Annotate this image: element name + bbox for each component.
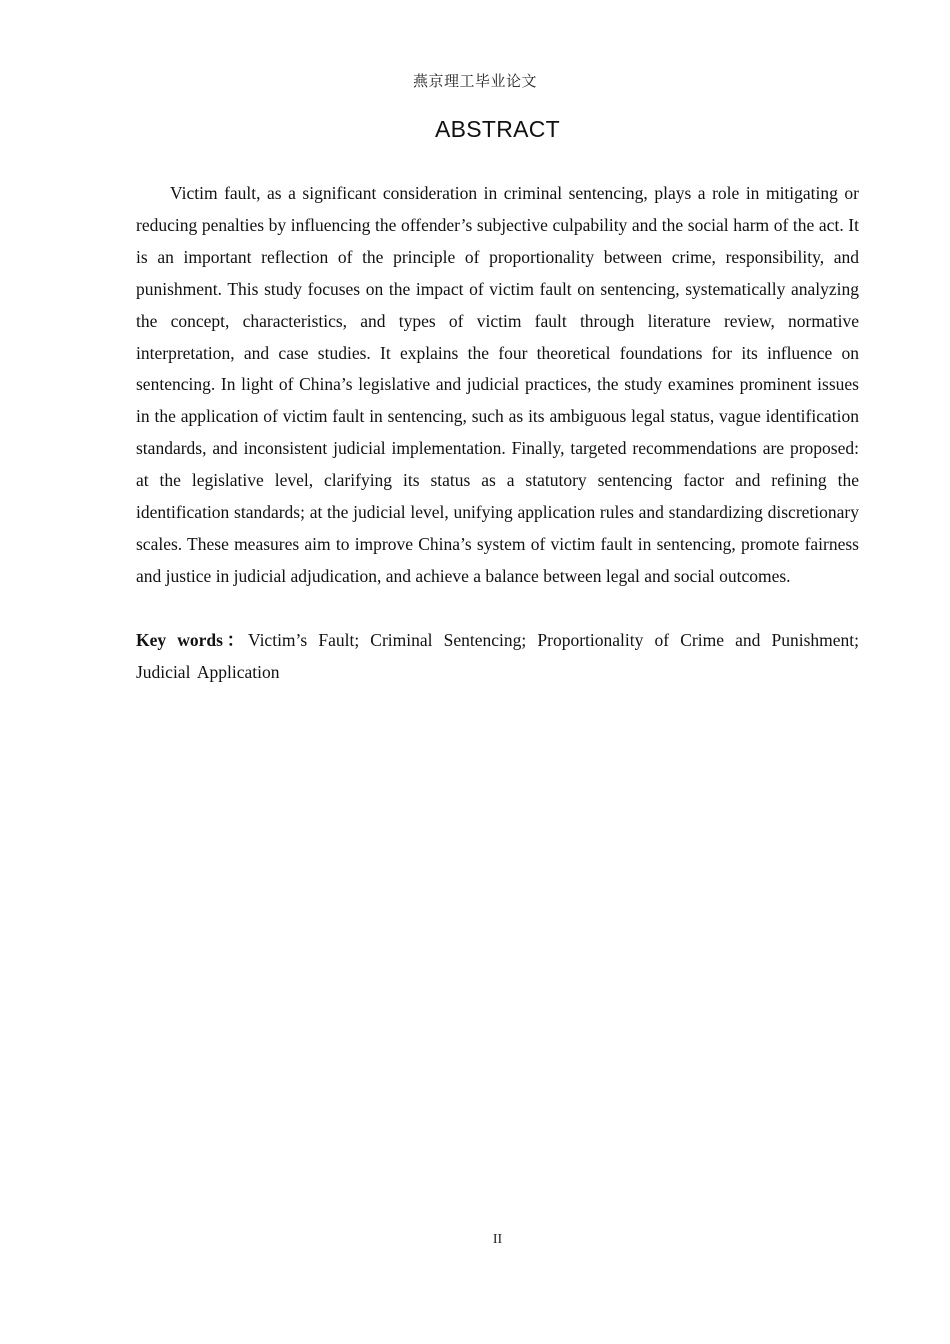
abstract-body: Victim fault, as a significant consideration in criminal sentencing, plays a role in mitigating or reducing penalties by influencing the offender’s subjective culpability and the social harm of the act. It is an important reflection of the principle of proportionality between crime, responsibility, and punishment. This study focuses on the impact of victim fault on sentencing, systematically analyzing the concept, characteristics, and types of victim fault through literature review, normative interpretation, and case studies. It explains the four theoretical foundations for its influence on sentencing. In light of China’s legislative and judicial practices, the study examines prominent issues in the application of victim fault in sentencing, such as its ambiguous legal status, vague identification standards, and inconsistent judicial implementation. Finally, targeted recommendations are proposed: at the legislative level, clarifying its status as a statutory sentencing factor and refining the identification standards; at the judicial level, unifying application rules and standardizing discretionary scales. These measures aim to improve China’s system of victim fault in sentencing, promote fairness and justice in judicial adjudication, and achieve a balance between legal and social outcomes. xyxy=(136,183,859,586)
keywords-label: Key words： xyxy=(136,630,248,650)
running-header: 燕京理工毕业论文 xyxy=(412,72,537,90)
abstract-title: ABSTRACT xyxy=(434,116,561,142)
keywords-text: Victim’s Fault; Criminal Sentencing; Proportionality of Crime and Punishment; Judicial Application xyxy=(136,630,859,682)
keywords-paragraph xyxy=(136,625,859,688)
page-number: II xyxy=(492,1232,503,1247)
